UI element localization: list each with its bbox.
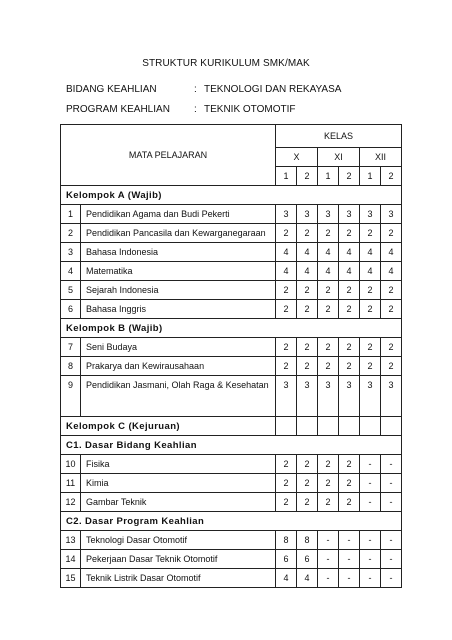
hours-cell: 4 — [339, 243, 360, 262]
hours-cell: 2 — [297, 474, 318, 493]
row-number: 8 — [61, 357, 81, 376]
hours-cell: 2 — [276, 281, 297, 300]
subject-name: Sejarah Indonesia — [81, 281, 276, 300]
row-number: 3 — [61, 243, 81, 262]
empty-cell — [276, 417, 297, 436]
group-title-kelompok-c: Kelompok C (Kejuruan) — [61, 417, 276, 436]
hours-cell: - — [360, 531, 381, 550]
hours-cell: 2 — [339, 281, 360, 300]
hours-cell: 2 — [339, 338, 360, 357]
hours-cell: 3 — [339, 205, 360, 224]
subgroup-title-c1: C1. Dasar Bidang Keahlian — [61, 436, 402, 455]
hours-cell: - — [339, 531, 360, 550]
hours-cell: 4 — [381, 243, 402, 262]
hours-cell: - — [381, 493, 402, 512]
group-row — [61, 417, 402, 436]
row-number: 4 — [61, 262, 81, 281]
hours-cell: 2 — [297, 493, 318, 512]
hours-cell: 4 — [297, 243, 318, 262]
subject-name: Teknologi Dasar Otomotif — [81, 531, 276, 550]
empty-cell — [318, 417, 339, 436]
table-row — [61, 300, 402, 319]
hours-cell: 3 — [360, 205, 381, 224]
subject-name: Pendidikan Agama dan Budi Pekerti — [81, 205, 276, 224]
hours-cell: 8 — [297, 531, 318, 550]
table-row — [61, 338, 402, 357]
hours-cell: 6 — [297, 550, 318, 569]
hours-cell: 2 — [276, 493, 297, 512]
hours-cell: - — [381, 531, 402, 550]
hours-cell: 2 — [318, 224, 339, 243]
hours-cell: 2 — [276, 455, 297, 474]
hours-cell: 2 — [276, 338, 297, 357]
hours-cell: 2 — [339, 474, 360, 493]
bidang-keahlian-line — [66, 84, 341, 95]
group-title: Kelompok A (Wajib) — [61, 186, 402, 205]
hours-cell: 3 — [276, 376, 297, 417]
hours-cell: 4 — [360, 262, 381, 281]
hours-cell: 4 — [276, 262, 297, 281]
hours-cell: 4 — [297, 569, 318, 588]
hours-cell: 2 — [276, 300, 297, 319]
bidang-separator: : — [194, 84, 197, 95]
hours-cell: - — [339, 569, 360, 588]
hours-cell: 3 — [297, 376, 318, 417]
subject-name: Bahasa Indonesia — [81, 243, 276, 262]
row-number: 13 — [61, 531, 81, 550]
subject-name: Matematika — [81, 262, 276, 281]
hours-cell: 4 — [297, 262, 318, 281]
subject-name: Pekerjaan Dasar Teknik Otomotif — [81, 550, 276, 569]
table-row — [61, 262, 402, 281]
hours-cell: - — [381, 474, 402, 493]
hours-cell: 2 — [360, 224, 381, 243]
hours-cell: 3 — [318, 205, 339, 224]
empty-cell — [381, 417, 402, 436]
hours-cell: 2 — [381, 300, 402, 319]
bidang-label: BIDANG KEAHLIAN — [66, 84, 157, 95]
hours-cell: 2 — [297, 300, 318, 319]
hours-cell: 2 — [318, 300, 339, 319]
hours-cell: 2 — [360, 281, 381, 300]
hours-cell: 3 — [381, 376, 402, 417]
program-keahlian-line — [66, 104, 295, 115]
header-level-xii: XII — [360, 148, 402, 167]
row-number: 6 — [61, 300, 81, 319]
group-row — [61, 436, 402, 455]
empty-cell — [360, 417, 381, 436]
hours-cell: 4 — [318, 262, 339, 281]
hours-cell: - — [318, 569, 339, 588]
table-row — [61, 376, 402, 417]
header-semester: 2 — [339, 167, 360, 186]
hours-cell: 3 — [297, 205, 318, 224]
hours-cell: 4 — [339, 262, 360, 281]
group-row — [61, 512, 402, 531]
table-row — [61, 243, 402, 262]
table-row — [61, 455, 402, 474]
hours-cell: 2 — [339, 493, 360, 512]
header-semester: 1 — [276, 167, 297, 186]
program-label: PROGRAM KEAHLIAN — [66, 104, 170, 115]
bidang-value: TEKNOLOGI DAN REKAYASA — [204, 84, 342, 95]
hours-cell: 2 — [297, 455, 318, 474]
row-number: 2 — [61, 224, 81, 243]
table-row — [61, 205, 402, 224]
table-row — [61, 531, 402, 550]
table-row — [61, 224, 402, 243]
empty-cell — [297, 417, 318, 436]
hours-cell: 2 — [339, 300, 360, 319]
hours-cell: 4 — [381, 262, 402, 281]
subject-name: Kimia — [81, 474, 276, 493]
hours-cell: - — [339, 550, 360, 569]
hours-cell: 3 — [318, 376, 339, 417]
subject-name: Pendidikan Pancasila dan Kewarganegaraan — [81, 224, 276, 243]
hours-cell: 4 — [318, 243, 339, 262]
hours-cell: 2 — [360, 300, 381, 319]
subject-name: Prakarya dan Kewirausahaan — [81, 357, 276, 376]
row-number: 10 — [61, 455, 81, 474]
hours-cell: - — [360, 455, 381, 474]
hours-cell: 3 — [360, 376, 381, 417]
curriculum-table — [60, 124, 402, 588]
subgroup-title-c2: C2. Dasar Program Keahlian — [61, 512, 402, 531]
row-number: 11 — [61, 474, 81, 493]
hours-cell: 4 — [276, 569, 297, 588]
hours-cell: - — [381, 455, 402, 474]
hours-cell: - — [360, 569, 381, 588]
header-semester: 2 — [381, 167, 402, 186]
table-row — [61, 281, 402, 300]
hours-cell: 8 — [276, 531, 297, 550]
row-number: 9 — [61, 376, 81, 417]
subject-name: Teknik Listrik Dasar Otomotif — [81, 569, 276, 588]
hours-cell: 4 — [276, 243, 297, 262]
hours-cell: - — [318, 550, 339, 569]
row-number: 14 — [61, 550, 81, 569]
program-separator: : — [194, 104, 197, 115]
hours-cell: - — [381, 550, 402, 569]
hours-cell: 2 — [318, 281, 339, 300]
hours-cell: 4 — [360, 243, 381, 262]
row-number: 1 — [61, 205, 81, 224]
table-row — [61, 474, 402, 493]
header-mata-pelajaran: MATA PELAJARAN — [61, 125, 276, 186]
hours-cell: 2 — [339, 224, 360, 243]
hours-cell: 2 — [318, 474, 339, 493]
hours-cell: 6 — [276, 550, 297, 569]
table-row — [61, 493, 402, 512]
hours-cell: 2 — [297, 357, 318, 376]
subject-name: Gambar Teknik — [81, 493, 276, 512]
hours-cell: 2 — [381, 338, 402, 357]
document-title: STRUKTUR KURIKULUM SMK/MAK — [142, 58, 310, 69]
header-level-xi: XI — [318, 148, 360, 167]
hours-cell: - — [360, 493, 381, 512]
row-number: 12 — [61, 493, 81, 512]
header-level-x: X — [276, 148, 318, 167]
table-row — [61, 550, 402, 569]
group-row — [61, 186, 402, 205]
hours-cell: 2 — [276, 474, 297, 493]
header-kelas: KELAS — [276, 125, 402, 148]
hours-cell: - — [318, 531, 339, 550]
header-semester: 2 — [297, 167, 318, 186]
hours-cell: 2 — [360, 357, 381, 376]
program-value: TEKNIK OTOMOTIF — [204, 104, 296, 115]
group-row — [61, 319, 402, 338]
subject-name: Pendidikan Jasmani, Olah Raga & Kesehatan — [81, 376, 276, 417]
hours-cell: - — [360, 474, 381, 493]
row-number: 5 — [61, 281, 81, 300]
hours-cell: 2 — [297, 338, 318, 357]
hours-cell: 2 — [381, 281, 402, 300]
hours-cell: 2 — [339, 455, 360, 474]
hours-cell: 2 — [339, 357, 360, 376]
table-row — [61, 569, 402, 588]
hours-cell: 2 — [381, 224, 402, 243]
row-number: 7 — [61, 338, 81, 357]
hours-cell: 2 — [276, 224, 297, 243]
subject-name: Bahasa Inggris — [81, 300, 276, 319]
hours-cell: 2 — [297, 281, 318, 300]
table-row — [61, 357, 402, 376]
row-number: 15 — [61, 569, 81, 588]
hours-cell: 3 — [381, 205, 402, 224]
hours-cell: - — [381, 569, 402, 588]
hours-cell: 2 — [318, 357, 339, 376]
empty-cell — [339, 417, 360, 436]
hours-cell: 3 — [276, 205, 297, 224]
subject-name: Seni Budaya — [81, 338, 276, 357]
hours-cell: 2 — [318, 455, 339, 474]
hours-cell: 2 — [360, 338, 381, 357]
header-semester: 1 — [360, 167, 381, 186]
hours-cell: - — [360, 550, 381, 569]
subject-name: Fisika — [81, 455, 276, 474]
group-title: Kelompok B (Wajib) — [61, 319, 402, 338]
hours-cell: 3 — [339, 376, 360, 417]
header-semester: 1 — [318, 167, 339, 186]
hours-cell: 2 — [276, 357, 297, 376]
hours-cell: 2 — [297, 224, 318, 243]
hours-cell: 2 — [318, 493, 339, 512]
hours-cell: 2 — [318, 338, 339, 357]
hours-cell: 2 — [381, 357, 402, 376]
